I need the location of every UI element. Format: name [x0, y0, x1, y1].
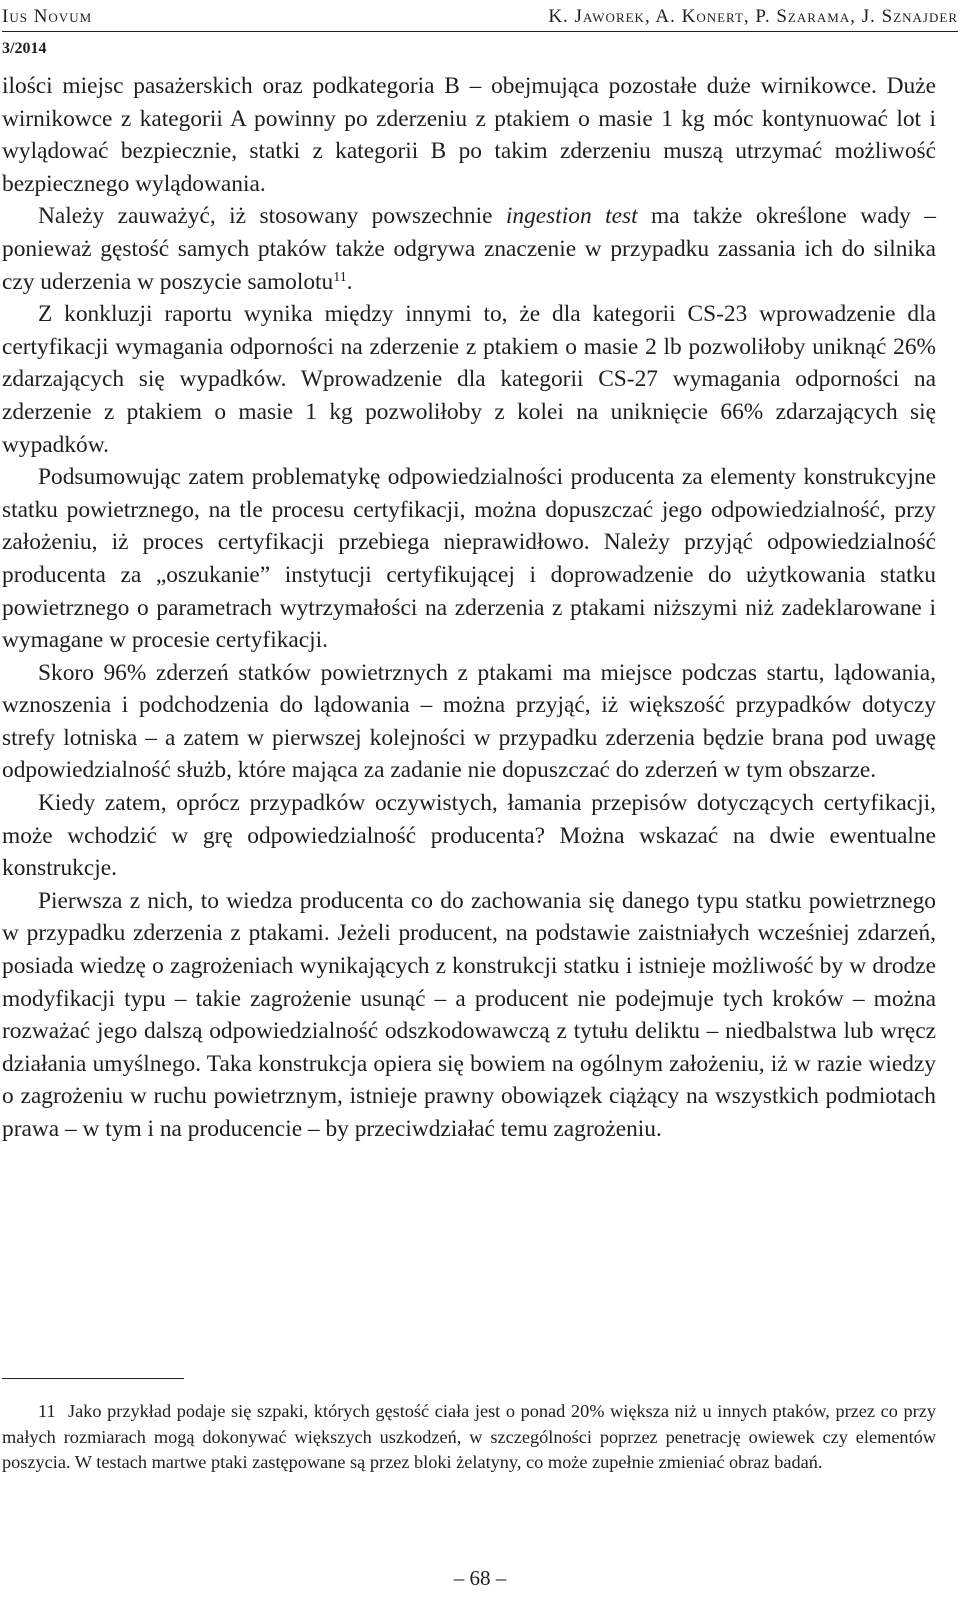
paragraph-2-text-end: . — [346, 268, 353, 295]
paragraph-6: Kiedy zatem, oprócz przypadków oczywistych, łamania przepisów dotyczących certyfikacji, może wchodzić w grę odpowiedzialność producenta? Można wskazać na dwie ewentualne konstrukcje. — [2, 790, 936, 882]
footnote-number: 11 — [38, 1401, 56, 1421]
paragraph-5: Skoro 96% zderzeń statków powietrznych z ptakami ma miejsce podczas startu, lądowania, wznoszenia i podchodzenia do lądowania – można przyjąć, iż większość przypadków dotyczy strefy lotniska – a zatem w pierwszej kolejności w przypadku zderzenia będzie brana pod uwagę odpowiedzialność służb, które mająca za zadanie nie dopuszczać do zderzeń w tym obszarze. — [2, 659, 936, 784]
paragraph-2-text-middle: ma także określone wady – ponieważ gęstość samych ptaków także odgrywa znaczenie w przypadku zassania ich do silnika czy uderzenia w poszycie samolotu — [2, 203, 936, 295]
footnote-11 — [2, 1399, 936, 1476]
ingestion-test-term: ingestion test — [505, 203, 638, 230]
paragraph-2 — [2, 200, 936, 298]
paragraph-3: Z konkluzji raportu wynika między innymi to, że dla kategorii CS-23 wprowadzenie dla certyfikacji wymagania odporności na zderzenie z ptakiem o masie 2 lb pozwoliłoby uniknąć 26% zdarzających się wypadków. Wprowadzenie dla kategorii CS-27 wymagania odporności na zderzenie z ptakiem o masie 1 kg pozwoliłoby z kolei na uniknięcie 66% zdarzających się wypadków. — [2, 301, 936, 458]
paragraph-7: Pierwsza z nich, to wiedza producenta co do zachowania się danego typu statku powietrznego w przypadku zderzenia z ptakami. Jeżeli producent, na podstawie zaistniałych wcześniej zdarzeń, posiada wiedzę o zagrożeniach wynikających z konstrukcji statku i istnieje możliwość by w drodze modyfikacji typu – takie zagrożenie usunąć – a producent nie podejmuje tych kroków – można rozważać jego dalszą odpowiedzialność odszkodowawczą z tytułu deliktu – niedbalstwa lub wręcz działania umyślnego. Taka konstrukcja opiera się bowiem na ogólnym założeniu, iż w razie wiedzy o zagrożeniu w ruchu powietrznym, istnieje prawny obowiązek ciążący na wszystkich podmiotach prawa – w tym i na producencie – by przeciwdziałać temu zagrożeniu. — [2, 887, 936, 1142]
running-header — [2, 6, 958, 28]
paragraph-1: ilości miejsc pasażerskich oraz podkategoria B – obejmująca pozostałe duże wirnikowce. Duże wirnikowce z kategorii A powinny po zderzeniu z ptakiem o masie 1 kg móc kontynuować lot i wylądować bezpiecznie, statki z kategorii B po takim zderzeniu muszą utrzymać możliwość bezpiecznego wylądowania. — [2, 73, 936, 197]
issue-number: 3/2014 — [2, 40, 47, 57]
journal-title: Ius Novum — [2, 6, 93, 27]
paragraph-4: Podsumowując zatem problematykę odpowiedzialności producenta za elementy konstrukcyjne statku powietrznego, na tle procesu certyfikacji, można dopuszczać jego odpowiedzialność, przy założeniu, iż proces certyfikacji przebiega nieprawidłowo. Należy przyjąć odpowiedzialność producenta za „oszukanie” instytucji certyfikującej i doprowadzenie do użytkowania statku powietrznego o parametrach wytrzymałości na zderzenia z ptakami niższymi niż zadeklarowane i wymagane w procesie certyfikacji. — [2, 464, 936, 654]
header-rule — [2, 31, 958, 32]
paragraph-2-text-start: Należy zauważyć, iż stosowany powszechnie — [38, 203, 506, 230]
page-number: – 68 – — [453, 1566, 507, 1590]
footnote-text: Jako przykład podaje się szpaki, których gęstość ciała jest o ponad 20% większa niż u innych ptaków, przez co przy małych rozmiarach mogą dokonywać większych uszkodzeń, w szczególności poprzez penetrację owiewek czy elementów poszycia. W testach martwe ptaki zastępowane są przez bloki żelatyny, co może zupełnie zmieniać obraz badań. — [2, 1401, 936, 1472]
footnote-reference-11[interactable]: 11 — [333, 269, 347, 285]
authors-line: K. Jaworek, A. Konert, P. Szarama, J. Sznajder — [548, 6, 958, 27]
main-text — [2, 70, 936, 1146]
footnote-rule — [2, 1378, 184, 1379]
